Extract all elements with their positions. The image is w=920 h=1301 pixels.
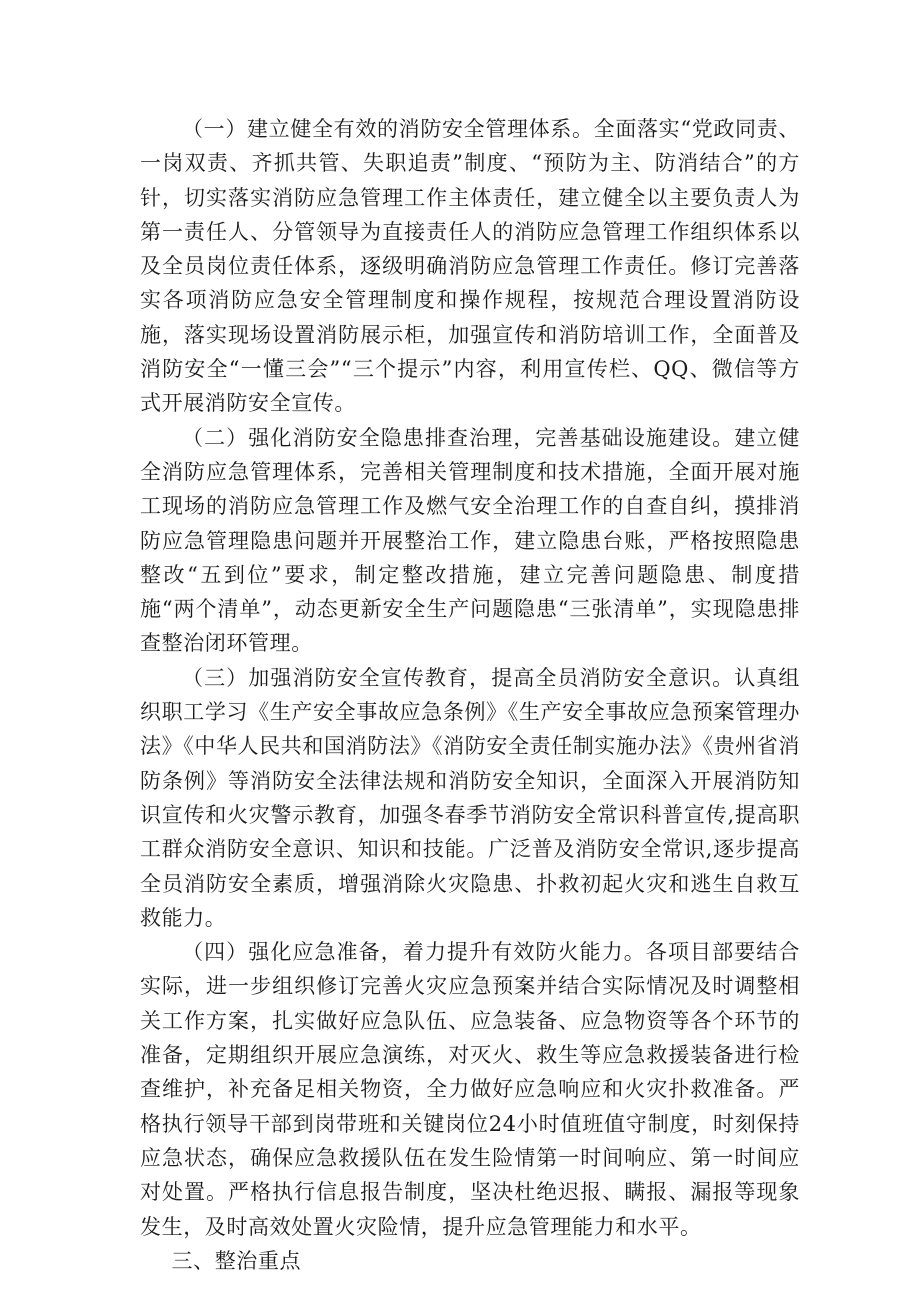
paragraph-3: （三）加强消防安全宣传教育，提高全员消防安全意识。认真组织职工学习《生产安全事故应急条例》《生产安全事故应急预案管理办法》《中华人民共和国消防法》《消防安全责任制实施办法》《贵州省消防条例》等消防安全法律法规和消防安全知识，全面深入开展消防知识宣传和火灾警示教育，加强冬春季节消防安全常识科普宣传,提高职工群众消防安全意识、知识和技能。广泛普及消防安全常识,逐步提高全员消防安全素质，增强消除火灾隐患、扑救初起火灾和逃生自救互救能力。 <box>140 665 800 930</box>
paragraph-4: （四）强化应急准备，着力提升有效防火能力。各项目部要结合实际，进一步组织修订完善火灾应急预案并结合实际情况及时调整相关工作方案，扎实做好应急队伍、应急装备、应急物资等各个环节的准备，定期组织开展应急演练，对灭火、救生等应急救援装备进行检查维护，补充备足相关物资，全力做好应急响应和火灾扑救准备。严格执行领导干部到岗带班和关键岗位24小时值班值守制度，时刻保持应急状态，确保应急救援队伍在发生险情第一时间响应、第一时间应对处置。严格执行信息报告制度，坚决杜绝迟报、瞒报、漏报等现象发生，及时高效处置火灾险情，提升应急管理能力和水平。 <box>140 940 800 1239</box>
paragraph-2: （二）强化消防安全隐患排查治理，完善基础设施建设。建立健全消防应急管理体系，完善相关管理制度和技术措施，全面开展对施工现场的消防应急管理工作及燃气安全治理工作的自查自纠，摸排消防应急管理隐患问题并开展整治工作，建立隐患台账，严格按照隐患整改“五到位”要求，制定整改措施，建立完善问题隐患、制度措施“两个清单”，动态更新安全生产问题隐患“三张清单”，实现隐患排查整治闭环管理。 <box>140 425 800 656</box>
paragraph-1: （一）建立健全有效的消防安全管理体系。全面落实“党政同责、一岗双责、齐抓共管、失职追责”制度、“预防为主、防消结合”的方针，切实落实消防应急管理工作主体责任，建立健全以主要负责人为第一责任人、分管领导为直接责任人的消防应急管理工作组织体系以及全员岗位责任体系，逐级明确消防应急管理工作责任。修订完善落实各项消防应急安全管理制度和操作规程，按规范合理设置消防设施，落实现场设置消防展示柜，加强宣传和消防培训工作，全面普及消防安全“一懂三会”“三个提示”内容，利用宣传栏、QQ、微信等方式开展消防安全宣传。 <box>140 117 800 416</box>
section-heading: 三、整治重点 <box>171 1248 302 1273</box>
document-body <box>140 112 800 1278</box>
